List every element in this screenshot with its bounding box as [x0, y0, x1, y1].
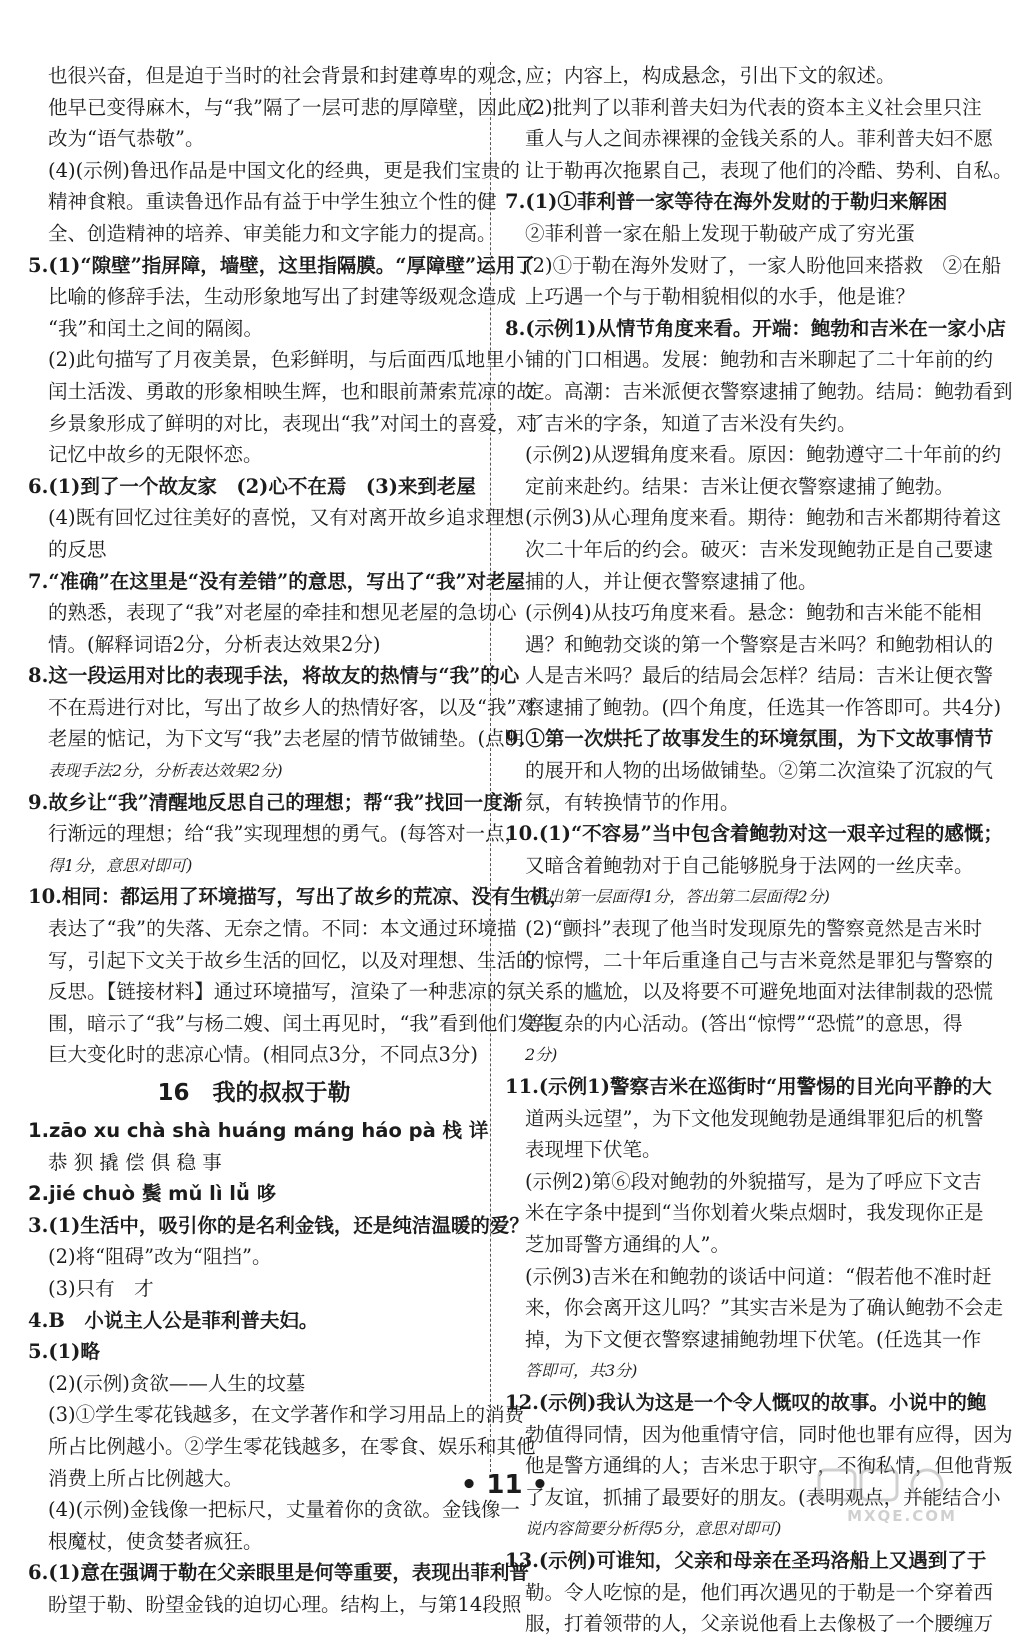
answer-line: (2)此句描写了月夜美景，色彩鲜明，与后面西瓜地里小 [48, 348, 525, 372]
answer-line: 定。高潮：吉米派便衣警察逮捕了鲍勃。结局：鲍勃看到 [525, 379, 1013, 403]
answer-line: 察逮捕了鲍勃。(四个角度，任选其一作答即可。共4分) [525, 695, 1002, 719]
answer-line: 根魔杖，使贪婪者疯狂。 [48, 1529, 263, 1553]
answer-line: 所占比例越小。②学生零花钱越多，在零食、娱乐和其他 [48, 1434, 536, 1458]
answer-line: (答出第一层面得1分，答出第二层面得2分) [525, 887, 830, 907]
column-divider [490, 62, 491, 1472]
answer-line: ②菲利普一家在船上发现于勒破产成了穷光蛋 [525, 221, 916, 245]
answer-line: 应；内容上，构成悬念，引出下文的叙述。 [525, 64, 896, 87]
answer-line: “我”和闰土之间的隔阂。 [48, 316, 263, 340]
answer-line: (3)只有 才 [48, 1276, 154, 1300]
answer-line: (4)(示例)金钱像一把标尺，丈量着你的贪欲。金钱像一 [48, 1498, 520, 1522]
answer-line: 老屋的惦记，为下文写“我”去老屋的情节做铺垫。(点明 [48, 727, 525, 751]
answer-line: 又暗含着鲍勃对于自己能够脱身于法网的一丝庆幸。 [525, 853, 974, 877]
answer-line: (2)①于勒在海外发财了，一家人盼他回来搭救 ②在船 [525, 253, 1002, 277]
answer-line: 定前来赴约。结果：吉米让便衣警察逮捕了鲍勃。 [525, 474, 955, 498]
right-column [505, 60, 1013, 1640]
answer-line: 上巧遇一个与于勒相貌相似的水手，他是谁？ [525, 285, 916, 309]
answer-line: 氛，有转换情节的作用。 [525, 790, 740, 814]
answer-line: (2)批判了以菲利普夫妇为代表的资本主义社会里只注 [525, 95, 982, 119]
answer-line: 10.相同：都运用了环境描写，写出了故乡的荒凉、没有生机， [28, 885, 569, 909]
answer-line: 的惊愕，二十年后重逢自己与吉米竟然是罪犯与警察的 [525, 948, 994, 972]
answer-line: 1.zāo xu chà shà huáng máng háo pà 栈 详 [28, 1119, 489, 1142]
answer-line: 改为“语气恭敬”。 [48, 127, 205, 151]
answer-line: 5.(1)“隙壁”指屏障，墙壁，这里指隔膜。“厚障壁”运用了 [28, 253, 535, 277]
answer-line: 2.jié chuò 鬓 mǔ lì lǚ 哆 [28, 1182, 277, 1206]
answer-line: 6.(1)到了一个故友家 (2)心不在焉 (3)来到老屋 [28, 474, 476, 498]
answer-line: 8.(示例1)从情节角度来看。开端：鲍勃和吉米在一家小店 [505, 316, 1006, 340]
answer-line: 也很兴奋，但是迫于当时的社会背景和封建尊卑的观念， [48, 64, 536, 87]
answer-line: 的反思 [48, 537, 107, 561]
answer-line: 2分) [525, 1045, 558, 1065]
answer-line: 6.(1)意在强调于勒在父亲眼里是何等重要，表现出菲利普 [28, 1561, 529, 1585]
answer-line: 关系的尴尬，以及将要不可避免地面对法律制裁的恐慌 [525, 980, 994, 1004]
answer-line: 情。(解释词语2分，分析表达效果2分) [48, 632, 381, 656]
answer-line: 的展开和人物的出场做铺垫。②第二次渲染了沉寂的气 [525, 759, 994, 783]
answer-line: 服，打着领带的人，父亲说他看上去像极了一个腰缠万 [525, 1612, 994, 1636]
answer-line: 9.①第一次烘托了故事发生的环境氛围，为下文故事情节 [505, 727, 994, 751]
answer-line: 精神食粮。重读鲁迅作品有益于中学生独立个性的健 [48, 190, 497, 214]
answer-line: 行渐远的理想；给“我”实现理想的勇气。(每答对一点， [48, 822, 525, 846]
answer-line: (示例2)从逻辑角度来看。原因：鲍勃遵守二十年前的约 [525, 443, 1002, 467]
answer-line: 9.故乡让“我”清醒地反思自己的理想；帮“我”找回一度渐 [28, 790, 523, 814]
answer-line: 来，你会离开这儿吗？”其实吉米是为了确认鲍勃不会走 [525, 1296, 1003, 1320]
answer-line: 的熟悉，表现了“我”对老屋的牵挂和想见老屋的急切心 [48, 601, 517, 625]
answer-line: 7.“准确”在这里是“没有差错”的意思，写出了“我”对老屋 [28, 569, 526, 593]
answer-line: 全、创造精神的培养、审美能力和文字能力的提高。 [48, 221, 497, 245]
svg-text:MXQE.COM: MXQE.COM [847, 1507, 957, 1525]
answer-line: 得1分，意思对即可) [48, 855, 193, 875]
section-heading: 16 我的叔叔于勒 [157, 1080, 351, 1106]
answer-line: 他是警方通缉的人；吉米忠于职守，不徇私情，但他背叛 [525, 1454, 1013, 1478]
answer-line: 表现手法2分，分析表达效果2分) [48, 761, 283, 781]
answer-line: (2)将“阻碍”改为“阻挡”。 [48, 1245, 272, 1269]
answer-line: 人是吉米吗？最后的结局会怎样？结局：吉米让便衣警 [525, 664, 994, 688]
answer-line: 掉，为下文便衣警察逮捕鲍勃埋下伏笔。(任选其一作 [525, 1327, 982, 1351]
answer-line: 13.(示例)可谁知，父亲和母亲在圣玛洛船上又遇到了于 [505, 1548, 987, 1572]
answer-line: 12.(示例)我认为这是一个令人慨叹的故事。小说中的鲍 [505, 1390, 987, 1414]
answer-line: 了友谊，抓捕了最要好的朋友。(表明观点，并能结合小 [525, 1485, 1001, 1509]
answer-line: (示例2)第⑥段对鲍勃的外貌描写，是为了呼应下文吉 [525, 1169, 982, 1193]
answer-line: 闰土活泼、勇敢的形象相映生辉，也和眼前萧索荒凉的故 [48, 379, 536, 403]
answer-line: 让于勒再次拖累自己，表现了他们的冷酷、势利、自私。 [525, 158, 1013, 182]
answer-line: 遇？和鲍勃交谈的第一个警察是吉米吗？和鲍勃相认的 [525, 632, 994, 656]
answer-line: 8.这一段运用对比的表现手法，将故友的热情与“我”的心 [28, 664, 520, 688]
answer-line: 7.(1)①菲利普一家等待在海外发财的于勒归来解困 [505, 190, 948, 214]
answer-line: 表达了“我”的失落、无奈之情。不同：本文通过环境描 [48, 917, 517, 941]
answer-line: 捕的人，并让便衣警察逮捕了他。 [525, 569, 818, 593]
answer-line: (示例4)从技巧角度来看。悬念：鲍勃和吉米能不能相 [525, 601, 982, 625]
answer-line: 道两头远望”，为下文他发现鲍勃是通缉罪犯后的机警 [525, 1106, 984, 1130]
answer-line: 米在字条中提到“当你划着火柴点烟时，我发现你正是 [525, 1201, 984, 1225]
answer-line: 3.(1)生活中，吸引你的是名利金钱，还是纯洁温暖的爱？ [28, 1213, 529, 1237]
watermark-logo [817, 1466, 987, 1526]
answer-line: (示例3)从心理角度来看。期待：鲍勃和吉米都期待着这 [525, 506, 1002, 530]
answer-line: 勃值得同情，因为他重情守信，同时他也罪有应得，因为 [525, 1422, 1013, 1446]
answer-line: 了吉米的字条，知道了吉米没有失约。 [525, 411, 857, 435]
answer-line: 说内容简要分析得5分，意思对即可) [525, 1519, 782, 1539]
answer-line: 11.(示例1)警察吉米在巡街时“用警惕的目光向平静的大 [505, 1075, 992, 1098]
page-number: • 11 • [460, 1470, 549, 1500]
answer-line: 答即可，共3分) [525, 1361, 638, 1381]
answer-line: 重人与人之间赤裸裸的金钱关系的人。菲利普夫妇不愿 [525, 127, 994, 151]
answer-line: 次二十年后的约会。破灭：吉米发现鲍勃正是自己要逮 [525, 537, 994, 561]
answer-line: 10.(1)“不容易”当中包含着鲍勃对这一艰辛过程的感慨； [505, 822, 1003, 846]
answer-line: (4)(示例)鲁迅作品是中国文化的经典，更是我们宝贵的 [48, 158, 520, 182]
answer-line: 恭 狈 撬 偿 俱 稳 事 [48, 1150, 222, 1174]
answer-line: (4)既有回忆过往美好的喜悦，又有对离开故乡追求理想 [48, 506, 525, 530]
answer-line: 盼望于勒、盼望金钱的迫切心理。结构上，与第14段照 [48, 1592, 522, 1616]
answer-line: 芝加哥警方通缉的人”。 [525, 1232, 730, 1256]
answer-line: 写，引起下文关于故乡生活的回忆，以及对理想、生活的 [48, 948, 536, 972]
answer-line: 记忆中故乡的无限怀恋。 [48, 443, 263, 467]
answer-line: 反思。【链接材料】通过环境描写，渲染了一种悲凉的氛 [48, 980, 526, 1004]
answer-line: 消费上所占比例越大。 [48, 1466, 244, 1490]
answer-line: (示例3)吉米在和鲍勃的谈话中问道：“假若他不准时赶 [525, 1264, 992, 1288]
answer-line: 4.B 小说主人公是菲利普夫妇。 [28, 1308, 319, 1332]
answer-line: 他早已变得麻木，与“我”隔了一层可悲的厚障壁，因此应 [48, 95, 536, 119]
answer-line: 勒。令人吃惊的是，他们再次遇见的于勒是一个穿着西 [525, 1580, 994, 1604]
answer-line: 等复杂的内心活动。(答出“惊愕”“恐慌”的意思，得 [525, 1011, 963, 1035]
answer-line: 比喻的修辞手法，生动形象地写出了封建等级观念造成 [48, 285, 517, 309]
answer-line: (2)“颤抖”表现了他当时发现原先的警察竟然是吉米时 [525, 917, 983, 941]
answer-line: 表现埋下伏笔。 [525, 1138, 662, 1162]
answer-line: 5.(1)略 [28, 1340, 100, 1364]
answer-line: 围，暗示了“我”与杨二嫂、闰土再见时，“我”看到他们发生 [48, 1011, 556, 1035]
answer-line: 乡景象形成了鲜明的对比，表现出“我”对闰土的喜爱，对 [48, 411, 536, 435]
answer-line: 巨大变化时的悲凉心情。(相同点3分，不同点3分) [48, 1043, 479, 1067]
answer-line: 不在焉进行对比，写出了故乡人的热情好客，以及“我”对 [48, 695, 536, 719]
answer-line: (2)(示例)贪欲——人生的坟墓 [48, 1371, 306, 1395]
answer-line: 铺的门口相遇。发展：鲍勃和吉米聊起了二十年前的约 [525, 348, 994, 372]
answer-line: (3)①学生零花钱越多，在文学著作和学习用品上的消费 [48, 1403, 525, 1427]
